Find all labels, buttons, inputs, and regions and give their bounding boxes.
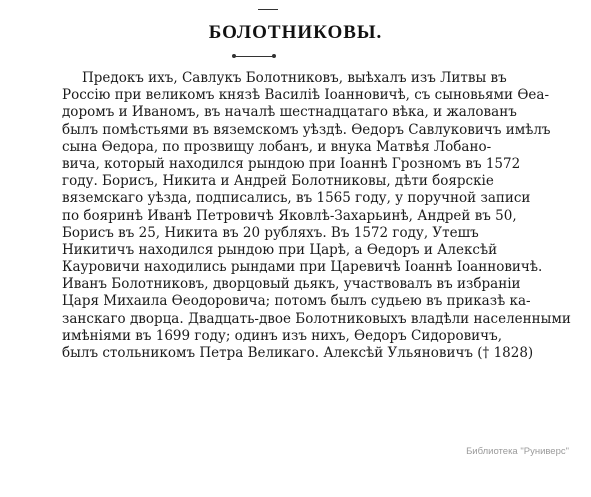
text-line: году. Борисъ, Никита и Андрей Болотниковы, дѣти боярскіе	[62, 173, 494, 190]
text-line: Царя Михаила Ѳеодоровича; потомъ былъ судьею въ приказѣ ка-	[62, 293, 531, 310]
text-line: доромъ и Иваномъ, въ началѣ шестнадцатаго вѣка, и жалованъ	[62, 104, 517, 121]
text-line: былъ стольникомъ Петра Великаго. Алексѣй Ульяновичъ († 1828)	[62, 345, 534, 361]
title-ornament	[232, 54, 276, 60]
text-line: былъ помѣстьями въ вяземскомъ уѣздѣ. Ѳедоръ Савлуковичъ имѣлъ	[62, 121, 551, 138]
text-line: Иванъ Болотниковъ, дворцовый дьякъ, участвовалъ въ избраніи	[62, 276, 521, 293]
text-line: вяземскаго уѣзда, подписались, въ 1565 году, у поручной записи	[62, 190, 531, 207]
text-line: имѣніями въ 1699 году; одинъ изъ нихъ, Ѳедоръ Сидоровичъ,	[62, 327, 502, 344]
text-line: Россію при великомъ князѣ Василіѣ Іоанновичѣ, съ сыновьями Ѳеа-	[62, 87, 550, 104]
text-line: Борисъ въ 25, Никита въ 20 рубляхъ. Въ 1572 году, Утешъ	[62, 224, 479, 241]
text-line: вича, который находился рындою при Іоаннѣ Грозномъ въ 1572	[62, 155, 521, 172]
text-line: сына Ѳедора, по прозвищу лобанъ, и внука Матвѣя Лобано-	[62, 138, 492, 155]
text-line: занскаго дворца. Двадцать-двое Болотниковыхъ владѣли населенными	[62, 310, 571, 327]
text-line: Кауровичи находились рындами при Царевичѣ Іоаннѣ Іоанновичѣ.	[62, 259, 543, 276]
text-line: Предокъ ихъ, Савлукъ Болотниковъ, выѣхалъ изъ Литвы въ	[82, 70, 507, 86]
body-paragraph	[62, 70, 571, 362]
text-line: по бояринѣ Иванѣ Петровичѣ Яковлѣ-Захарьинѣ, Андрей въ 50,	[62, 207, 517, 224]
library-watermark: Библиотека "Руниверс"	[466, 446, 569, 457]
text-line: Никитичъ находился рындою при Царѣ, а Ѳедоръ и Алексѣй	[62, 241, 498, 258]
page-title: БОЛОТНИКОВЫ.	[208, 22, 383, 43]
top-rule	[258, 9, 278, 10]
